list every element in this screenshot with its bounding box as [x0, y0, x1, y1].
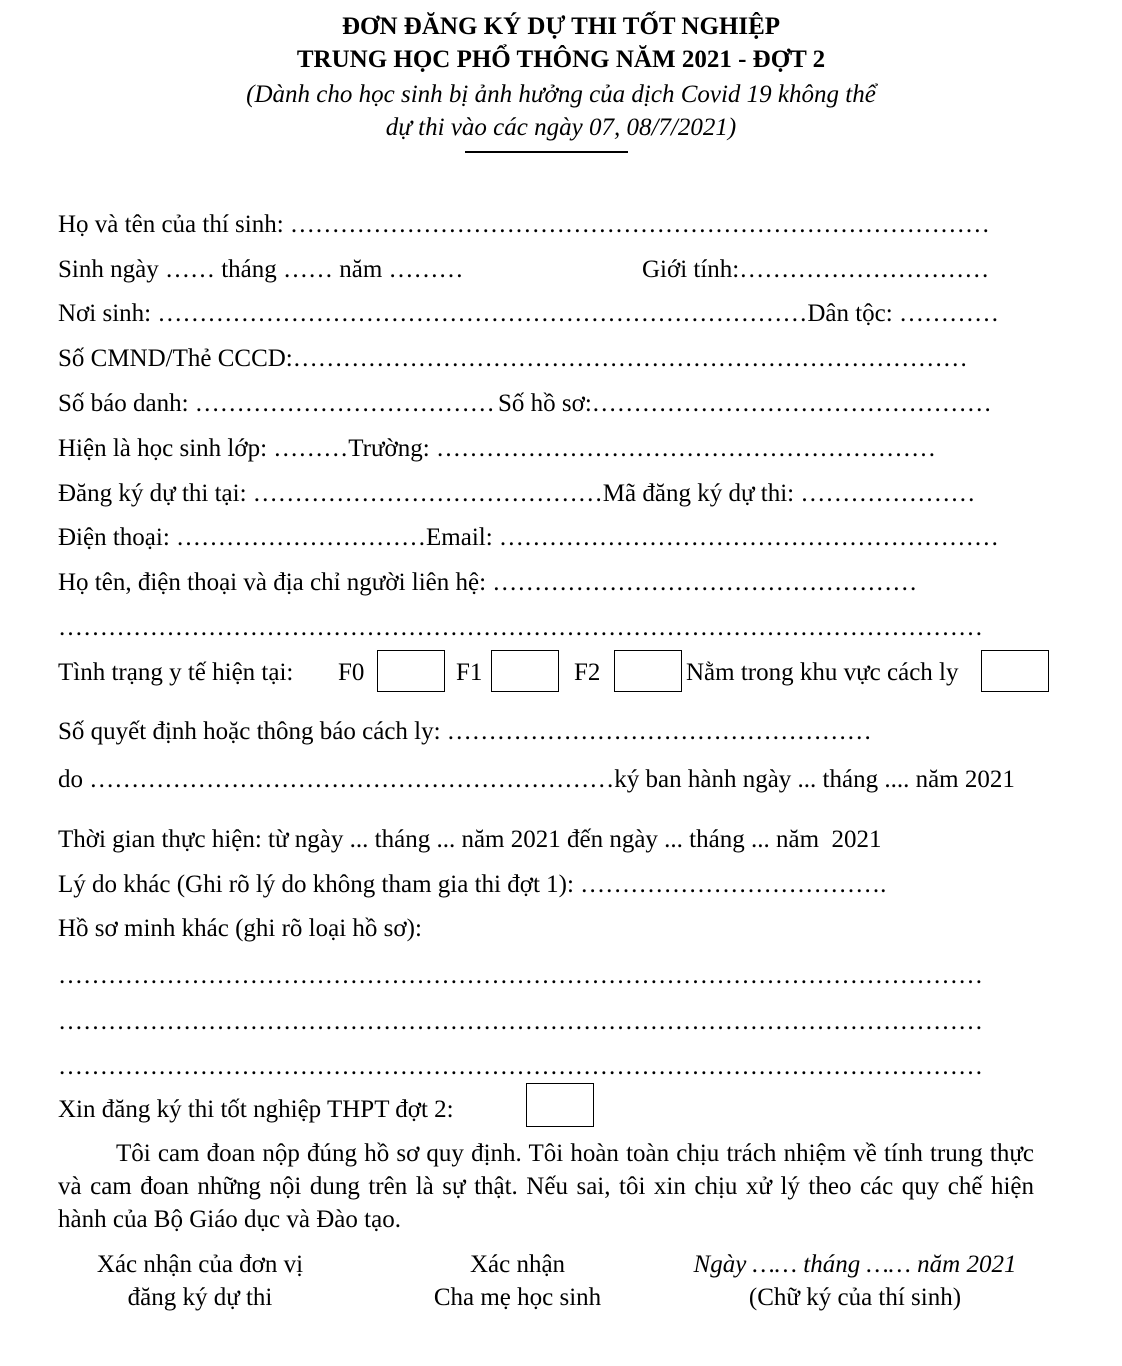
form-subtitle-line1: (Dành cho học sinh bị ảnh hưởng của dịch Covid 19 không thể — [246, 81, 876, 108]
birth-place-field: Nơi sinh: ……………………………………………………………………Dân tộc: ………… — [58, 300, 999, 327]
birth-date-field: Sinh ngày …… tháng …… năm ……… — [58, 256, 464, 283]
candidate-number-field: Số báo danh: ……………………………… — [58, 390, 495, 417]
documents-dotted-line-3: ………………………………………………………………………………………………… — [58, 1053, 983, 1080]
file-number-field: Số hồ sơ:………………………………………… — [498, 390, 992, 417]
form-title-line1: ĐƠN ĐĂNG KÝ DỰ THI TỐT NGHIỆP — [341, 13, 781, 40]
register-location-field: Đăng ký dự thi tại: ……………………………………Mã đăng ký dự thi: ………………… — [58, 480, 976, 507]
title-underline — [465, 151, 628, 153]
unit-confirmation-line1: Xác nhận của đơn vị — [96, 1251, 304, 1278]
quarantine-issued-by-field: do ………………………………………………………ký ban hành ngày ... tháng .... năm 2021 — [58, 766, 1015, 793]
medical-status-label: Tình trạng y tế hiện tại: — [58, 659, 294, 686]
declaration-paragraph: Tôi cam đoan nộp đúng hồ sơ quy định. Tôi hoàn toàn chịu trách nhiệm về tính trung thực và cam đoan những nội dung trên là sự thật. Nếu sai, tôi xin chịu xử lý theo các quy chế hiện hành của Bộ Giáo dục và Đào tạo. — [58, 1140, 1034, 1233]
quarantine-zone-label: Nằm trong khu vực cách ly — [686, 659, 959, 686]
class-school-field: Hiện là học sinh lớp: ………Trường: …………………………………………………… — [58, 435, 936, 462]
documents-dotted-line-2: ………………………………………………………………………………………………… — [58, 1008, 983, 1035]
unit-confirmation-line2: đăng ký dự thi — [127, 1284, 273, 1311]
signature-date: Ngày …… tháng …… năm 2021 — [693, 1251, 1017, 1278]
other-reason-field: Lý do khác (Ghi rõ lý do không tham gia thi đợt 1): ………………………………. — [58, 871, 887, 898]
contact-person-field: Họ tên, điện thoại và địa chỉ người liên hệ: …………………………………………… — [58, 569, 918, 596]
f2-label: F2 — [574, 659, 601, 686]
form-subtitle-line2: dự thi vào các ngày 07, 08/7/2021) — [385, 114, 737, 141]
parent-confirmation-line1: Xác nhận — [469, 1251, 566, 1278]
f1-checkbox[interactable] — [491, 650, 559, 692]
other-documents-label: Hồ sơ minh khác (ghi rõ loại hồ sơ): — [58, 915, 422, 942]
form-title-line2: TRUNG HỌC PHỔ THÔNG NĂM 2021 - ĐỢT 2 — [296, 46, 826, 73]
register-round2-checkbox[interactable] — [526, 1083, 594, 1127]
unit-confirmation — [50, 1248, 350, 1314]
quarantine-period-field: Thời gian thực hiện: từ ngày ... tháng ... năm 2021 đến ngày ... tháng ... năm 2021 — [58, 826, 882, 853]
candidate-signature — [655, 1248, 1055, 1314]
quarantine-decision-field: Số quyết định hoặc thông báo cách ly: …………………………………………… — [58, 718, 872, 745]
f0-label: F0 — [338, 659, 365, 686]
id-card-field: Số CMND/Thẻ CCCD:……………………………………………………………………… — [58, 345, 968, 372]
phone-email-field: Điện thoại: …………………………Email: …………………………………………………… — [58, 524, 999, 551]
signature-caption: (Chữ ký của thí sinh) — [748, 1284, 962, 1311]
f1-label: F1 — [456, 659, 483, 686]
f2-checkbox[interactable] — [614, 650, 682, 692]
parent-confirmation-line2: Cha mẹ học sinh — [433, 1284, 602, 1311]
full-name-field: Họ và tên của thí sinh: ………………………………………………………………………… — [58, 211, 990, 238]
gender-field: Giới tính:………………………… — [642, 256, 990, 283]
contact-person-continuation: ………………………………………………………………………………………………… — [58, 614, 983, 641]
documents-dotted-line-1: ………………………………………………………………………………………………… — [58, 962, 983, 989]
register-round2-label: Xin đăng ký thi tốt nghiệp THPT đợt 2: — [58, 1096, 454, 1123]
f0-checkbox[interactable] — [377, 650, 445, 692]
parent-confirmation — [390, 1248, 645, 1314]
quarantine-zone-checkbox[interactable] — [981, 650, 1049, 692]
